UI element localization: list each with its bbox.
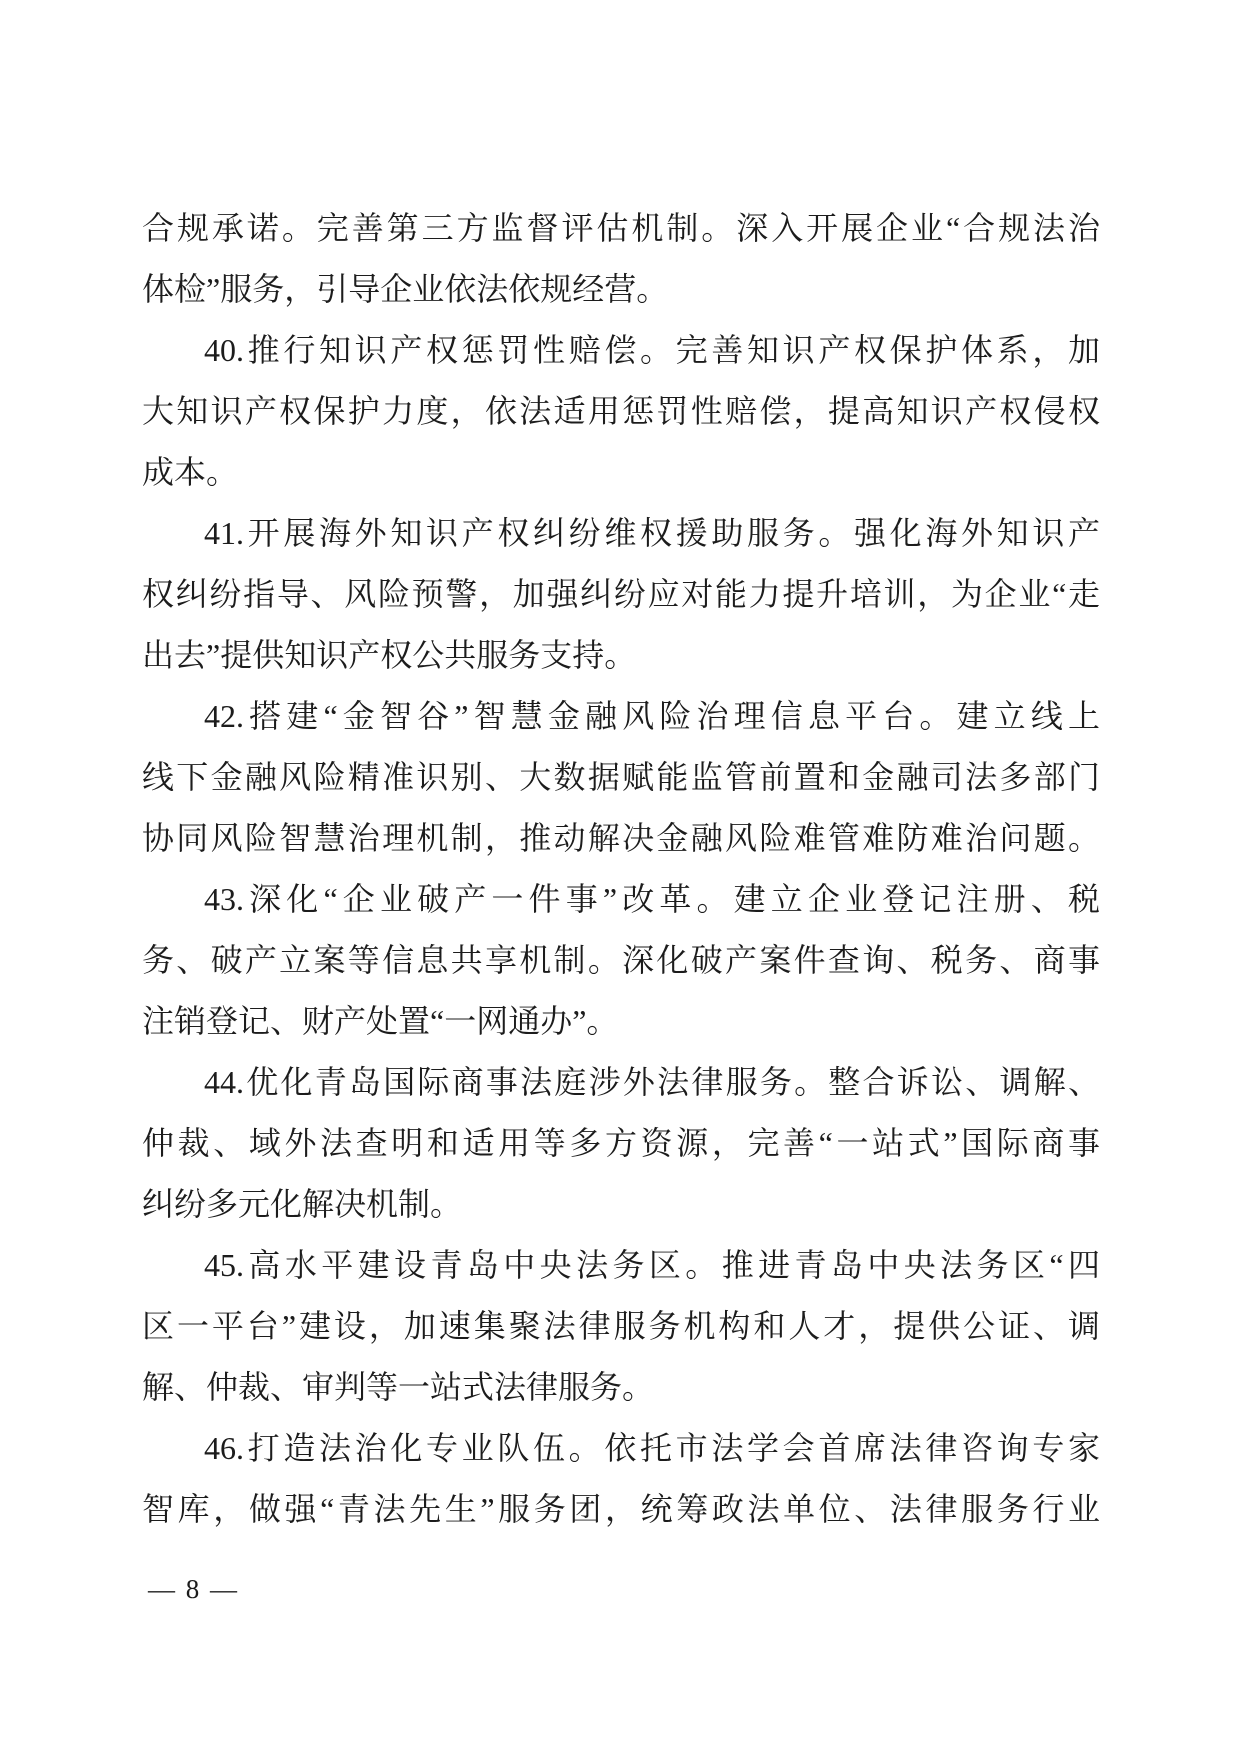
text-line-item-44: 44.优化青岛国际商事法庭涉外法律服务。整合诉讼、调解、 bbox=[204, 1064, 1100, 1100]
text-line: 体检”服务，引导企业依法依规经营。 bbox=[142, 271, 669, 307]
text-line-item-40: 40.推行知识产权惩罚性赔偿。完善知识产权保护体系，加 bbox=[204, 332, 1100, 368]
text-line: 出去”提供知识产权公共服务支持。 bbox=[142, 637, 637, 673]
text-line: 解、仲裁、审判等一站式法律服务。 bbox=[142, 1369, 655, 1405]
text-line: 纠纷多元化解决机制。 bbox=[142, 1186, 463, 1222]
text-line: 仲裁、域外法查明和适用等多方资源，完善“一站式”国际商事 bbox=[142, 1125, 1100, 1161]
text-line-item-46: 46.打造法治化专业队伍。依托市法学会首席法律咨询专家 bbox=[204, 1430, 1100, 1466]
text-line: 大知识产权保护力度，依法适用惩罚性赔偿，提高知识产权侵权 bbox=[142, 393, 1100, 429]
text-line-item-42: 42.搭建“金智谷”智慧金融风险治理信息平台。建立线上 bbox=[204, 698, 1100, 734]
text-line-item-45: 45.高水平建设青岛中央法务区。推进青岛中央法务区“四 bbox=[204, 1247, 1100, 1283]
text-line: 成本。 bbox=[142, 454, 239, 490]
document-body bbox=[142, 198, 1100, 1540]
text-line: 区一平台”建设，加速集聚法律服务机构和人才，提供公证、调 bbox=[142, 1308, 1100, 1344]
text-line-item-41: 41.开展海外知识产权纠纷维权援助服务。强化海外知识产 bbox=[204, 515, 1100, 551]
page-number: — 8 — bbox=[148, 1574, 239, 1604]
text-line: 线下金融风险精准识别、大数据赋能监管前置和金融司法多部门 bbox=[142, 759, 1100, 795]
text-line: 智库，做强“青法先生”服务团，统筹政法单位、法律服务行业 bbox=[142, 1491, 1100, 1527]
text-line: 合规承诺。完善第三方监督评估机制。深入开展企业“合规法治 bbox=[142, 210, 1100, 246]
text-line: 协同风险智慧治理机制，推动解决金融风险难管难防难治问题。 bbox=[142, 820, 1100, 856]
text-line: 权纠纷指导、风险预警，加强纠纷应对能力提升培训，为企业“走 bbox=[142, 576, 1100, 612]
text-line-item-43: 43.深化“企业破产一件事”改革。建立企业登记注册、税 bbox=[204, 881, 1100, 917]
text-line: 注销登记、财产处置“一网通办”。 bbox=[142, 1003, 619, 1039]
text-line: 务、破产立案等信息共享机制。深化破产案件查询、税务、商事 bbox=[142, 942, 1100, 978]
